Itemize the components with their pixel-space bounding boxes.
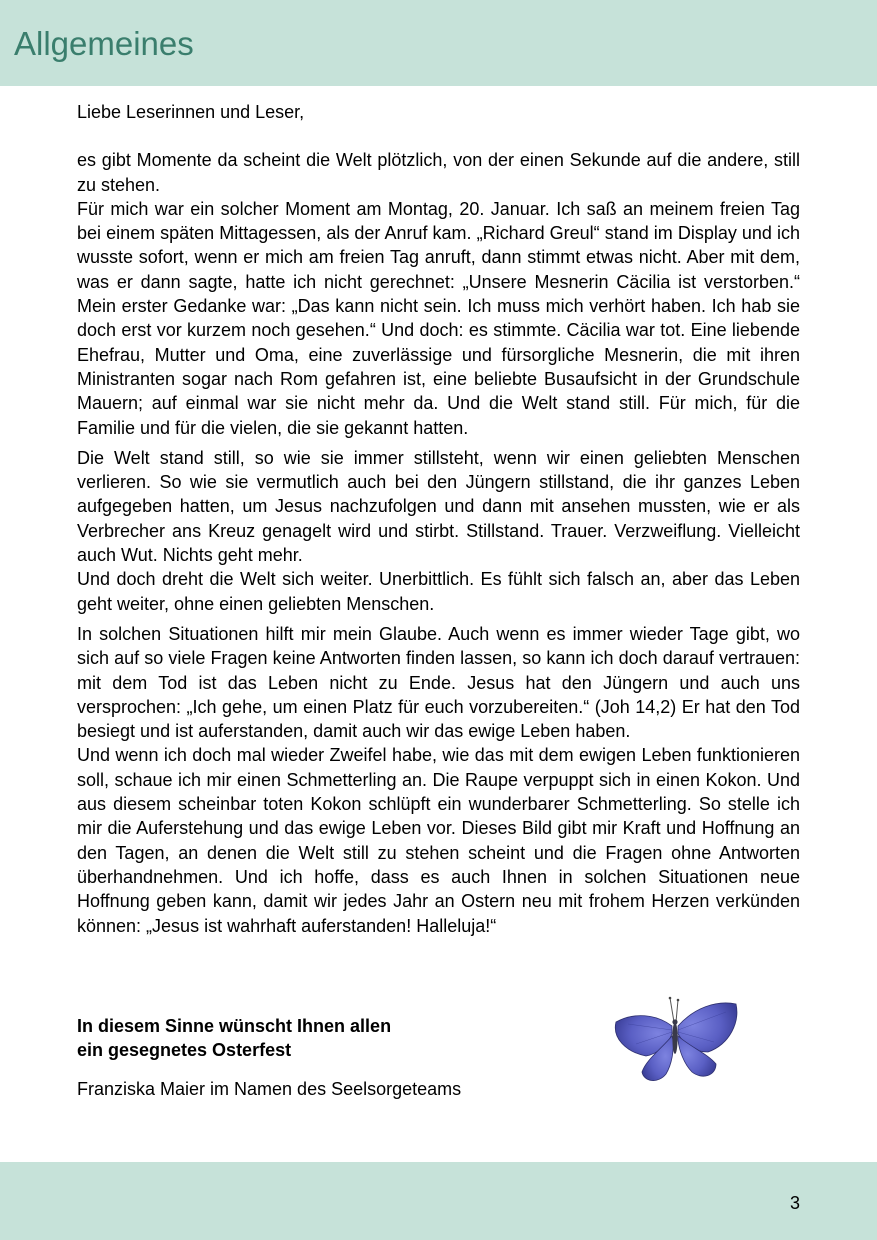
header-band	[0, 0, 877, 86]
letter-body	[77, 100, 800, 938]
page-number: 3	[789, 1193, 800, 1213]
closing-line: ein gesegnetes Osterfest	[77, 1040, 292, 1060]
letter-paragraph: es gibt Momente da scheint die Welt plötzlich, von der einen Sekunde auf die andere, still zu stehen.	[77, 150, 800, 195]
letter-paragraph: Und wenn ich doch mal wieder Zweifel habe, wie das mit dem ewigen Leben funktionieren soll, schaue ich mir einen Schmetterling an. Die Raupe verpuppt sich in einen Kokon. Und aus diesem scheinbar toten Kokon schlüpft ein wunderbarer Schmetterling. So stelle ich mir die Auferstehung und das ewige Leben vor. Dieses Bild gibt mir Kraft und Hoffnung an den Tagen, an denen die Welt still zu stehen scheint und die Fragen ohne Antworten überhandnehmen. Und ich hoffe, dass es auch Ihnen in solchen Situationen neue Hoffnung geben kann, damit wir jedes Jahr an Ostern neu mit frohem Herzen verkünden können: „Jesus ist wahrhaft auferstanden! Halleluja!“	[77, 745, 800, 936]
closing-greeting	[77, 1014, 391, 1062]
closing-line: In diesem Sinne wünscht Ihnen allen	[77, 1016, 392, 1036]
butterfly-icon	[606, 994, 746, 1090]
footer-band	[0, 1162, 877, 1240]
page-title: Allgemeines	[14, 25, 194, 62]
signature: Franziska Maier im Namen des Seelsorgeteams	[77, 1079, 462, 1099]
letter-paragraph: Und doch dreht die Welt sich weiter. Unerbittlich. Es fühlt sich falsch an, aber das Leben geht weiter, ohne einen geliebten Menschen.	[77, 569, 800, 614]
letter-salutation: Liebe Leserinnen und Leser,	[77, 102, 305, 122]
letter-paragraph: Die Welt stand still, so wie sie immer stillsteht, wenn wir einen geliebten Menschen verlieren. So wie sie vermutlich auch bei den Jüngern stillstand, die ihr ganzes Leben aufgegeben hatten, um Jesus nachzufolgen und dann mit ansehen mussten, wie er als Verbrecher ans Kreuz genagelt wird und stirbt. Stillstand. Trauer. Verzweiflung. Vielleicht auch Wut. Nichts geht mehr.	[77, 447, 800, 566]
letter-paragraph: Für mich war ein solcher Moment am Montag, 20. Januar. Ich saß an meinem freien Tag bei einem späten Mittagessen, als der Anruf kam. „Richard Greul“ stand im Display und ich wusste sofort, wenn er mich am freien Tag anruft, dann stimmt etwas nicht. Aber mit dem, was er dann sagte, hatte ich nicht gerechnet: „Unsere Mesnerin Cäcilia ist verstorben.“ Mein erster Gedanke war: „Das kann nicht sein. Ich muss mich verhört haben. Ich hab sie doch erst vor kurzem noch gesehen.“ Und doch: es stimmte. Cäcilia war tot. Eine liebende Ehefrau, Mutter und Oma, eine zuverlässige und fürsorgliche Mesnerin, die mit ihren Ministranten sogar nach Rom gefahren ist, eine beliebte Busaufsicht in der Grundschule Mauern; auf einmal war sie nicht mehr da. Und die Welt stand still. Für mich, für die Familie und für die vielen, die sie gekannt hatten.	[77, 198, 800, 438]
letter-paragraph: In solchen Situationen hilft mir mein Glaube. Auch wenn es immer wieder Tage gibt, wo sich auf so viele Fragen keine Antworten finden lassen, so kann ich doch darauf vertrauen: mit dem Tod ist das Leben nicht zu Ende. Jesus hat den Jüngern und auch uns versprochen: „Ich gehe, um einen Platz für euch vorzubereiten.“ (Joh 14,2) Er hat den Tod besiegt und ist auferstanden, damit auch wir das ewige Leben haben.	[77, 623, 800, 742]
